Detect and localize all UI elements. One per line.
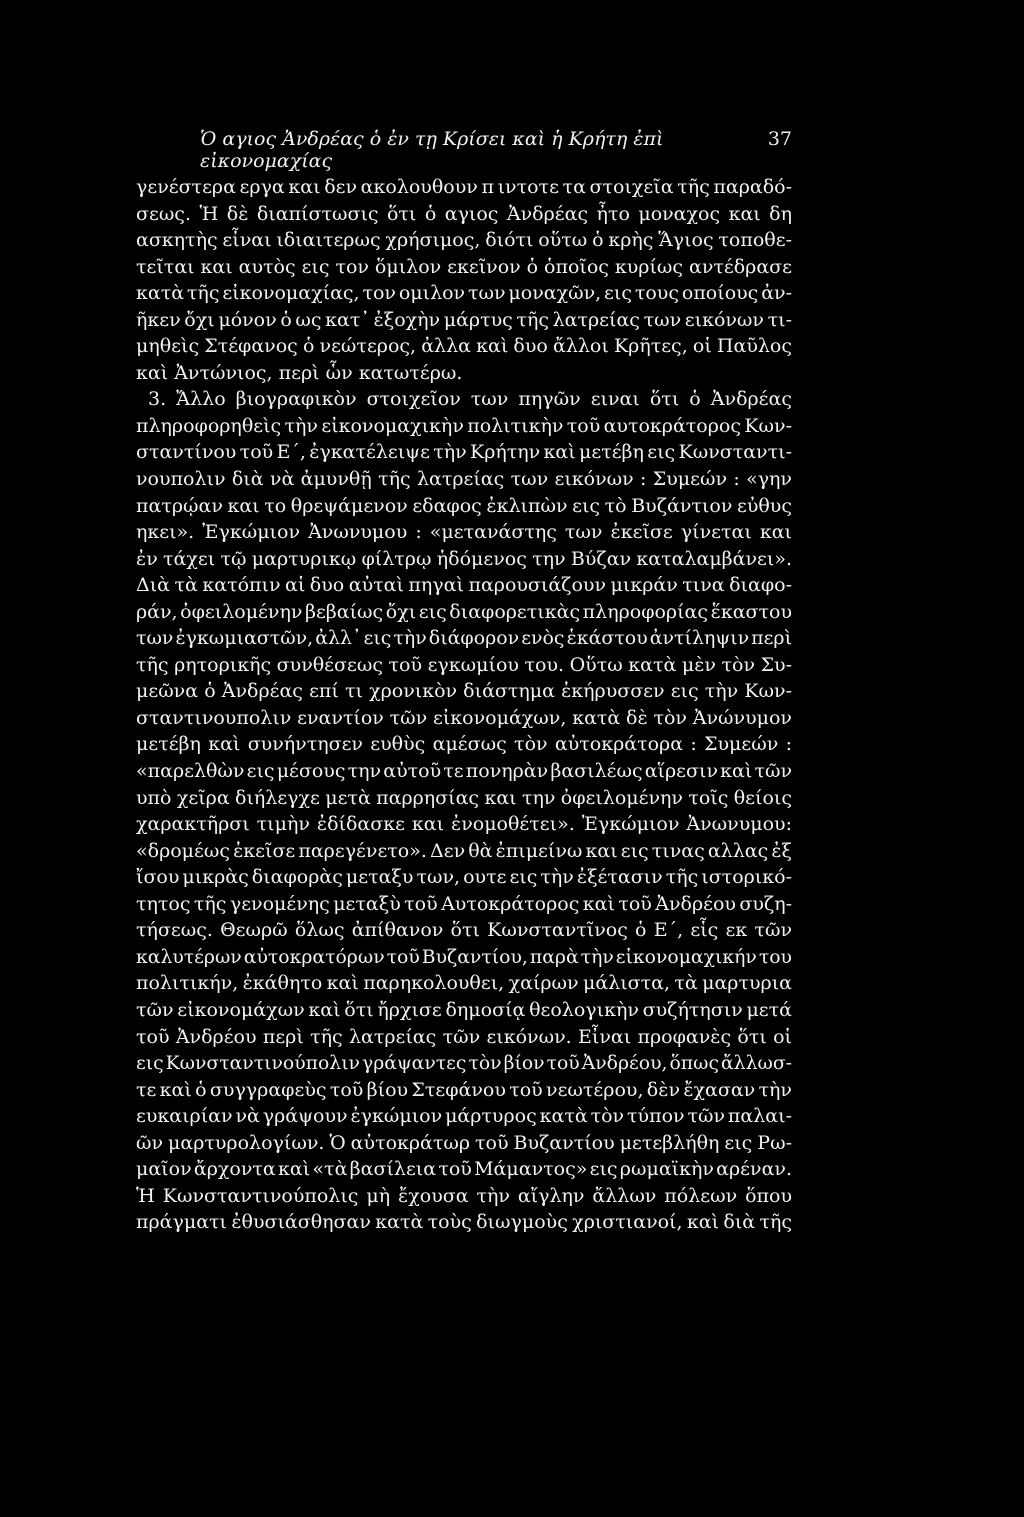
text-line: χαρακτῆρσι τιμὴν ἐδίδασκε και ἐνομοθέτει». Ἐγκώμιον Ἀνωνυμου:	[136, 813, 792, 836]
running-header	[200, 128, 792, 172]
text-line: πληροφορηθεὶς τὴν εἰκονομαχικὴν πολιτικὴν τοῦ αυτοκράτορος Κων-	[136, 414, 792, 437]
text-line: πράγματι ἐθυσιάσθησαν κατὰ τοὺς διωγμοὺς χριστιανοί, καὶ διὰ τῆς	[136, 1211, 792, 1234]
text-line: πολιτικήν, ἐκάθητο καὶ παρηκολουθει, χαίρων μάλιστα, τὰ μαρτυρια	[136, 972, 792, 995]
text-line: Ἡ Κωνσταντινούπολις μὴ ἔχουσα τὴν αἴγλην ἄλλων πόλεων ὅπου	[136, 1184, 792, 1207]
text-line: τῶν εἰκονομάχων καὶ ὅτι ἤρχισε δημοσίᾳ θεολογικὴν συζήτησιν μετά	[136, 998, 792, 1021]
text-line: τῆς ρητορικῆς συνθέσεως τοῦ εγκωμίου του. Οὕτω κατὰ μὲν τὸν Συ-	[136, 653, 792, 676]
text-line: τοῦ Ἀνδρέου περὶ τῆς λατρείας τῶν εικόνων. Εἶναι προφανὲς ὅτι οἱ	[136, 1025, 792, 1048]
text-line: ῶν μαρτυρολογίων. Ὁ αὐτοκράτωρ τοῦ Βυζαντίου μετεβλήθη εις Ρω-	[136, 1131, 792, 1154]
text-line: υπὸ χεῖρα διήλεγχε μετὰ παρρησίας και την ὀφειλομένην τοῖς θείοις	[136, 786, 792, 809]
text-line: γενέστερα εργα και δεν ακολουθουν π ιντοτε τα στοιχεῖα τῆς παραδό-	[136, 176, 792, 198]
text-line: ῆκεν ὄχι μόνον ὁ ως κατ᾽ ἐξοχὴν μάρτυς τῆς λατρείας των εικόνων τι-	[136, 308, 792, 331]
text-line: σεως. Ἡ δὲ διαπίστωσις ὅτι ὁ αγιος Ἀνδρέας ἦτο μοναχος και δη	[136, 202, 792, 225]
text-line: μεῶνα ὁ Ἀνδρέας επί τι χρονικὸν διάστημα ἐκήρυσσεν εις τὴν Κων-	[136, 680, 792, 703]
text-line: πατρῴαν και το θρεψάμενον εδαφος ἐκλιπὼν εις τὸ Βυζάντιον εὐθυς	[136, 494, 792, 517]
text-line: κατὰ τῆς εἰκονομαχίας, τον ομιλον των μοναχῶν, εις τους οποίους ἀν-	[136, 282, 792, 305]
text-line: ηκει». Ἐγκώμιον Ἀνωνυμου : «μετανάστης των ἐκεῖσε γίνεται και	[136, 521, 792, 544]
text-line: ἐν τάχει τῷ μαρτυρικῳ φίλτρῳ ἡδόμενος την Βύζαν καταλαμβάνει».	[136, 547, 792, 570]
page-number: 37	[767, 128, 792, 150]
text-line: τε καὶ ὁ συγγραφεὺς τοῦ βίου Στεφάνου τοῦ νεωτέρου, δὲν ἔχασαν τὴν	[136, 1078, 792, 1101]
text-line: καλυτέρων αὐτοκρατόρων τοῦ Βυζαντίου, παρὰ τὴν εἰκονομαχικήν του	[136, 945, 792, 968]
text-line: ευκαιρίαν νὰ γράψουν ἐγκώμιον μάρτυρος κατὰ τὸν τύπον τῶν παλαι-	[136, 1105, 792, 1128]
text-line: νουπολιν διὰ νὰ ἀμυνθῇ τῆς λατρείας των εικόνων : Συμεών : «γην	[136, 468, 792, 491]
text-line: 3. Ἄλλο βιογραφικὸν στοιχεῖον των πηγῶν ειναι ὅτι ὁ Ἀνδρέας	[148, 388, 792, 411]
text-line: Διὰ τὰ κατόπιν αἱ δυο αὐταὶ πηγαὶ παρουσιάζουν μικράν τινα διαφο-	[136, 574, 792, 597]
text-line: των ἐγκωμιαστῶν, ἀλλ᾽ εις τὴν διάφορον ενὸς ἑκάστου ἀντίληψιν περὶ	[136, 627, 792, 650]
text-line: ράν, ὀφειλομένην βεβαίως ὄχι εις διαφορετικὰς πληροφορίας ἕκαστου	[136, 600, 792, 623]
text-line: μαῖον ἄρχοντα καὶ «τὰ βασίλεια τοῦ Μάμαντος» εις ρωμαϊκὴν αρέναν.	[136, 1158, 792, 1181]
running-title: Ὁ αγιος Ἀνδρέας ὁ ἐν τῃ Κρίσει καὶ ἡ Κρήτη ἐπὶ εἰκονομαχίας	[200, 128, 664, 172]
text-line: τεῖται και αυτὸς εις τον ὅμιλον εκεῖνον ὁ ὁποῖος κυρίως αντέδρασε	[136, 255, 792, 278]
text-line: σταντίνου τοῦ Ε΄, ἐγκατέλειψε τὴν Κρήτην καὶ μετέβη εις Κωνσταντι-	[136, 441, 792, 464]
text-line: τητος τῆς γενομένης μεταξὺ τοῦ Αυτοκράτορος καὶ τοῦ Ἀνδρέου συζη-	[136, 892, 792, 915]
text-line: καὶ Ἀντώνιος, περὶ ὧν κατωτέρω.	[136, 361, 463, 384]
text-line: μετέβη καὶ συνήντησεν ευθὺς αμέσως τὸν αὐτοκράτορα : Συμεών :	[136, 733, 792, 756]
text-line: σταντινουπολιν εναντίον τῶν εἰκονομάχων, κατὰ δὲ τὸν Ἀνώνυμον	[136, 706, 792, 729]
text-line: «δρομέως ἐκεῖσε παρεγένετο». Δεν θὰ ἐπιμείνω και εις τινας αλλας ἐξ	[136, 839, 792, 862]
text-line: εις Κωνσταντινούπολιν γράψαντες τὸν βίον τοῦ Ἀνδρέου, ὅπως ἄλλωσ-	[136, 1052, 792, 1075]
body-text	[136, 174, 792, 1236]
text-line: ασκητὴς εἶναι ιδιαιτερως χρήσιμος, διότι οὕτω ὁ κρὴς Ἅγιος τοποθε-	[136, 229, 792, 252]
text-line: «παρελθὼν εις μέσους την αὐτοῦ τε πονηρὰν βασιλέως αἵρεσιν καὶ τῶν	[136, 760, 792, 783]
text-line: τήσεως. Θεωρῶ ὅλως ἀπίθανον ὅτι Κωνσταντῖνος ὁ Ε΄, εἷς εκ τῶν	[136, 919, 792, 942]
text-line: ἴσου μικρὰς διαφορὰς μεταξυ των, ουτε εις τὴν ἐξέτασιν τῆς ιστορικό-	[136, 866, 792, 889]
text-line: μηθεὶς Στέφανος ὁ νεώτερος, ἀλλα καὶ δυο ἄλλοι Κρῆτες, οἱ Παῦλος	[136, 335, 792, 358]
